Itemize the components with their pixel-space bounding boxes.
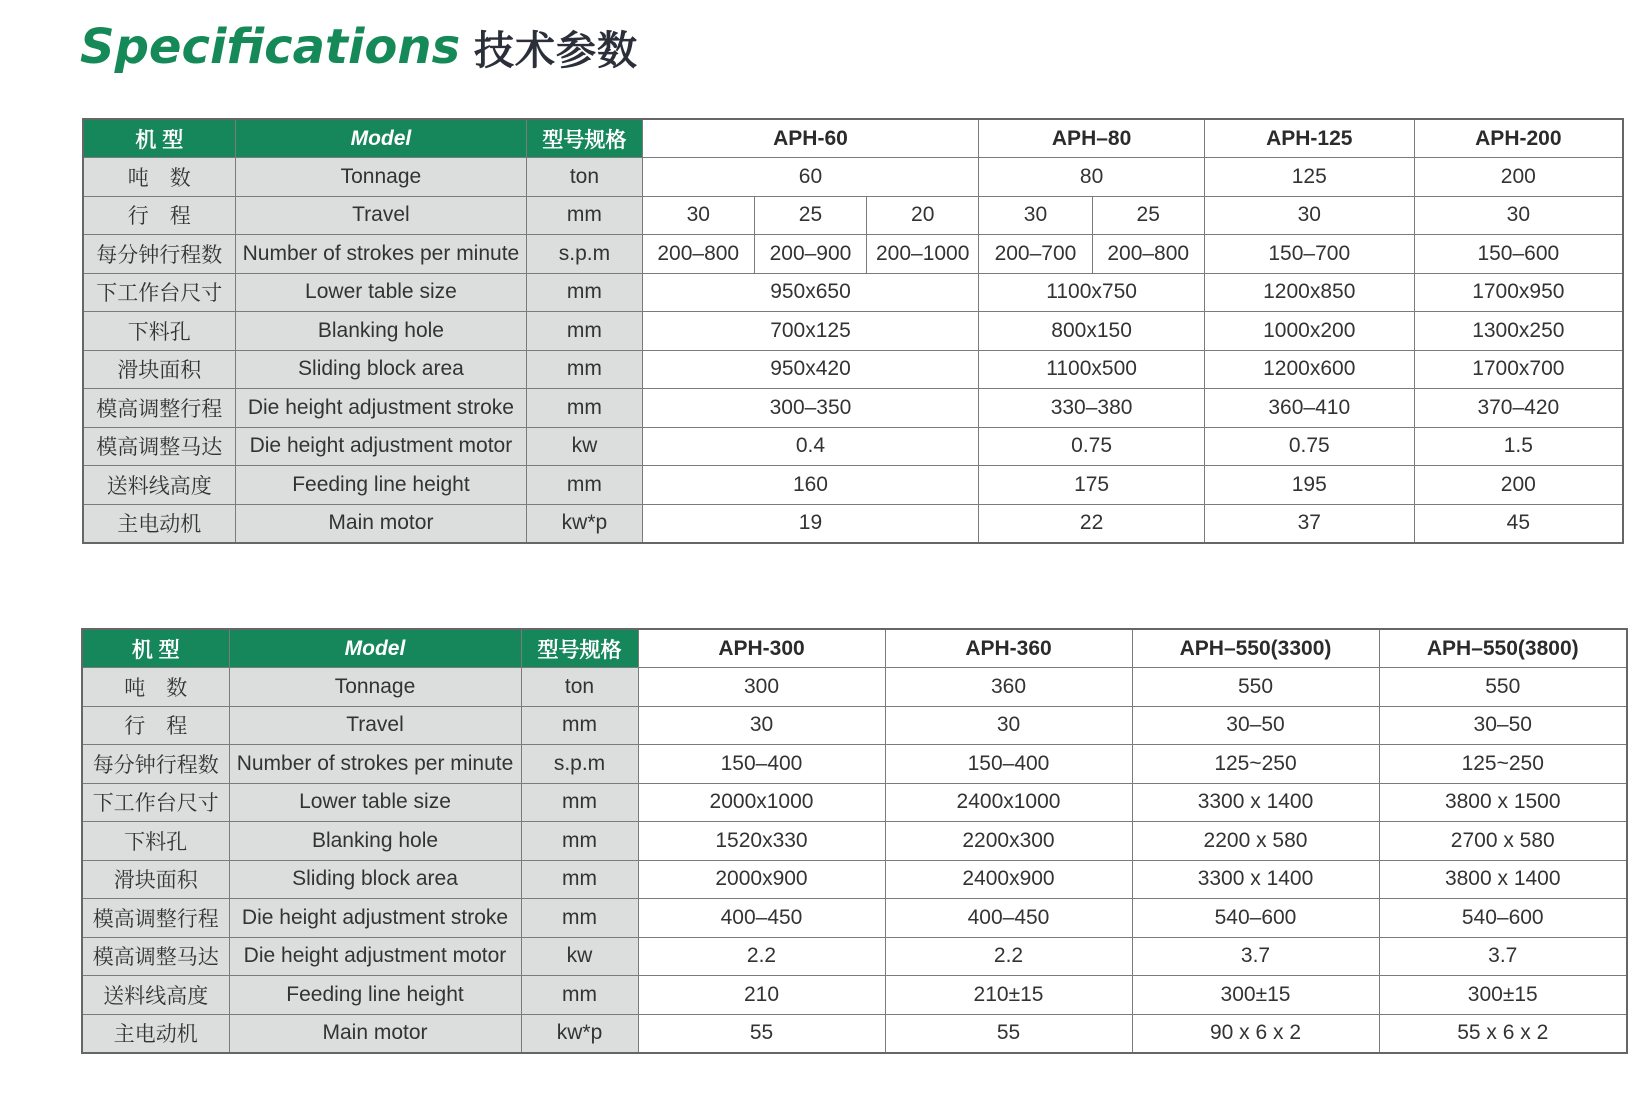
- value-cell: 30: [638, 706, 885, 745]
- spec-table-1: [82, 118, 1624, 544]
- value-cell: 125~250: [1379, 745, 1627, 784]
- value-cell: 200–900: [754, 235, 866, 274]
- row-label-cn: 模高调整行程: [82, 899, 229, 938]
- model-header: APH-60: [642, 119, 979, 158]
- value-cell: 30: [642, 196, 754, 235]
- value-cell: 195: [1204, 466, 1414, 505]
- table-row: [83, 389, 1623, 428]
- value-cell: 540–600: [1132, 899, 1379, 938]
- value-cell: 1300x250: [1414, 312, 1623, 351]
- page-title-english: Specifications: [80, 19, 461, 75]
- value-cell: 90 x 6 x 2: [1132, 1014, 1379, 1053]
- value-cell: 160: [642, 466, 979, 505]
- row-label-cn: 吨 数: [82, 668, 229, 707]
- value-cell: 2.2: [638, 937, 885, 976]
- row-unit: kw: [527, 427, 642, 466]
- model-header: APH–550(3800): [1379, 629, 1627, 668]
- value-cell: 1.5: [1414, 427, 1623, 466]
- row-label-cn: 送料线高度: [82, 976, 229, 1015]
- row-unit: mm: [527, 196, 642, 235]
- row-unit: s.p.m: [521, 745, 638, 784]
- row-label-en: Tonnage: [229, 668, 521, 707]
- row-label-cn: 下料孔: [82, 822, 229, 861]
- table-row: [83, 466, 1623, 505]
- row-label-en: Main motor: [235, 504, 527, 543]
- value-cell: 150–400: [885, 745, 1132, 784]
- value-cell: 80: [979, 158, 1205, 197]
- table-row: [83, 504, 1623, 543]
- row-unit: mm: [527, 312, 642, 351]
- value-cell: 37: [1204, 504, 1414, 543]
- model-header: APH-360: [885, 629, 1132, 668]
- value-cell: 1000x200: [1204, 312, 1414, 351]
- row-unit: ton: [521, 668, 638, 707]
- table-row: [82, 745, 1627, 784]
- header-model-en: Model: [235, 119, 527, 158]
- row-unit: mm: [527, 273, 642, 312]
- row-unit: mm: [521, 899, 638, 938]
- table-row: [83, 273, 1623, 312]
- row-unit: kw: [521, 937, 638, 976]
- row-unit: s.p.m: [527, 235, 642, 274]
- table-row: [82, 860, 1627, 899]
- value-cell: 150–700: [1204, 235, 1414, 274]
- table-header-row: [83, 119, 1623, 158]
- row-label-en: Travel: [235, 196, 527, 235]
- value-cell: 200–800: [642, 235, 754, 274]
- header-model-cn: 机 型: [83, 119, 235, 158]
- model-header: APH–550(3300): [1132, 629, 1379, 668]
- value-cell: 2000x900: [638, 860, 885, 899]
- value-cell: 125~250: [1132, 745, 1379, 784]
- value-cell: 3800 x 1400: [1379, 860, 1627, 899]
- header-model-cn: 机 型: [82, 629, 229, 668]
- row-label-cn: 滑块面积: [83, 350, 235, 389]
- row-label-cn: 每分钟行程数: [83, 235, 235, 274]
- row-label-en: Travel: [229, 706, 521, 745]
- row-unit: ton: [527, 158, 642, 197]
- value-cell: 3300 x 1400: [1132, 860, 1379, 899]
- row-label-cn: 行 程: [83, 196, 235, 235]
- value-cell: 150–400: [638, 745, 885, 784]
- row-unit: mm: [521, 706, 638, 745]
- table-row: [82, 1014, 1627, 1053]
- row-label-en: Sliding block area: [229, 860, 521, 899]
- table-row: [83, 196, 1623, 235]
- header-model-en: Model: [229, 629, 521, 668]
- model-header: APH-125: [1204, 119, 1414, 158]
- value-cell: 30–50: [1132, 706, 1379, 745]
- value-cell: 30: [885, 706, 1132, 745]
- value-cell: 19: [642, 504, 979, 543]
- value-cell: 800x150: [979, 312, 1205, 351]
- model-header: APH-200: [1414, 119, 1623, 158]
- table-row: [82, 937, 1627, 976]
- row-label-cn: 吨 数: [83, 158, 235, 197]
- row-label-cn: 主电动机: [83, 504, 235, 543]
- value-cell: 1700x950: [1414, 273, 1623, 312]
- row-label-en: Main motor: [229, 1014, 521, 1053]
- value-cell: 30: [1414, 196, 1623, 235]
- value-cell: 400–450: [885, 899, 1132, 938]
- value-cell: 45: [1414, 504, 1623, 543]
- row-label-cn: 行 程: [82, 706, 229, 745]
- value-cell: 2400x900: [885, 860, 1132, 899]
- row-label-cn: 下工作台尺寸: [83, 273, 235, 312]
- value-cell: 200–800: [1092, 235, 1204, 274]
- row-unit: mm: [521, 783, 638, 822]
- row-label-cn: 主电动机: [82, 1014, 229, 1053]
- table-row: [83, 158, 1623, 197]
- value-cell: 950x650: [642, 273, 979, 312]
- table-row: [82, 899, 1627, 938]
- table-row: [83, 235, 1623, 274]
- row-label-cn: 下工作台尺寸: [82, 783, 229, 822]
- table-row: [82, 783, 1627, 822]
- value-cell: 300±15: [1379, 976, 1627, 1015]
- row-label-en: Die height adjustment stroke: [235, 389, 527, 428]
- value-cell: 540–600: [1379, 899, 1627, 938]
- value-cell: 3.7: [1379, 937, 1627, 976]
- row-label-cn: 下料孔: [83, 312, 235, 351]
- value-cell: 950x420: [642, 350, 979, 389]
- value-cell: 360: [885, 668, 1132, 707]
- value-cell: 300±15: [1132, 976, 1379, 1015]
- header-spec-cn: 型号规格: [527, 119, 642, 158]
- value-cell: 30: [979, 196, 1092, 235]
- row-label-cn: 模高调整行程: [83, 389, 235, 428]
- value-cell: 25: [1092, 196, 1204, 235]
- value-cell: 125: [1204, 158, 1414, 197]
- row-unit: mm: [521, 860, 638, 899]
- value-cell: 400–450: [638, 899, 885, 938]
- model-header: APH–80: [979, 119, 1205, 158]
- value-cell: 55: [638, 1014, 885, 1053]
- value-cell: 1520x330: [638, 822, 885, 861]
- row-unit: mm: [527, 466, 642, 505]
- row-label-cn: 模高调整马达: [82, 937, 229, 976]
- row-label-cn: 送料线高度: [83, 466, 235, 505]
- row-label-en: Feeding line height: [235, 466, 527, 505]
- table-header-row: [82, 629, 1627, 668]
- row-label-en: Lower table size: [235, 273, 527, 312]
- value-cell: 150–600: [1414, 235, 1623, 274]
- row-label-en: Blanking hole: [229, 822, 521, 861]
- value-cell: 2200x300: [885, 822, 1132, 861]
- row-label-en: Feeding line height: [229, 976, 521, 1015]
- value-cell: 0.75: [979, 427, 1205, 466]
- value-cell: 370–420: [1414, 389, 1623, 428]
- value-cell: 1200x600: [1204, 350, 1414, 389]
- row-unit: mm: [521, 822, 638, 861]
- value-cell: 330–380: [979, 389, 1205, 428]
- row-unit: mm: [527, 350, 642, 389]
- row-label-en: Blanking hole: [235, 312, 527, 351]
- value-cell: 1100x500: [979, 350, 1205, 389]
- row-label-en: Tonnage: [235, 158, 527, 197]
- table-row: [83, 427, 1623, 466]
- value-cell: 0.4: [642, 427, 979, 466]
- value-cell: 200: [1414, 466, 1623, 505]
- value-cell: 60: [642, 158, 979, 197]
- value-cell: 210: [638, 976, 885, 1015]
- row-label-cn: 滑块面积: [82, 860, 229, 899]
- value-cell: 175: [979, 466, 1205, 505]
- row-label-en: Die height adjustment motor: [235, 427, 527, 466]
- value-cell: 30: [1204, 196, 1414, 235]
- row-label-en: Die height adjustment stroke: [229, 899, 521, 938]
- table-row: [83, 350, 1623, 389]
- value-cell: 300: [638, 668, 885, 707]
- row-label-en: Sliding block area: [235, 350, 527, 389]
- table-row: [83, 312, 1623, 351]
- value-cell: 300–350: [642, 389, 979, 428]
- row-unit: kw*p: [521, 1014, 638, 1053]
- value-cell: 2400x1000: [885, 783, 1132, 822]
- value-cell: 20: [867, 196, 979, 235]
- row-label-en: Lower table size: [229, 783, 521, 822]
- value-cell: 1100x750: [979, 273, 1205, 312]
- value-cell: 2200 x 580: [1132, 822, 1379, 861]
- row-label-en: Number of strokes per minute: [229, 745, 521, 784]
- value-cell: 700x125: [642, 312, 979, 351]
- table-row: [82, 668, 1627, 707]
- header-spec-cn: 型号规格: [521, 629, 638, 668]
- value-cell: 55 x 6 x 2: [1379, 1014, 1627, 1053]
- row-label-cn: 模高调整马达: [83, 427, 235, 466]
- value-cell: 0.75: [1204, 427, 1414, 466]
- value-cell: 30–50: [1379, 706, 1627, 745]
- table-row: [82, 822, 1627, 861]
- page-title-chinese: 技术参数: [474, 28, 638, 74]
- row-unit: kw*p: [527, 504, 642, 543]
- row-label-cn: 每分钟行程数: [82, 745, 229, 784]
- value-cell: 25: [754, 196, 866, 235]
- value-cell: 200–700: [979, 235, 1092, 274]
- model-header: APH-300: [638, 629, 885, 668]
- row-unit: mm: [527, 389, 642, 428]
- value-cell: 2.2: [885, 937, 1132, 976]
- value-cell: 2000x1000: [638, 783, 885, 822]
- table-row: [82, 976, 1627, 1015]
- value-cell: 1700x700: [1414, 350, 1623, 389]
- value-cell: 1200x850: [1204, 273, 1414, 312]
- table-row: [82, 706, 1627, 745]
- value-cell: 360–410: [1204, 389, 1414, 428]
- row-label-en: Number of strokes per minute: [235, 235, 527, 274]
- value-cell: 22: [979, 504, 1205, 543]
- value-cell: 200–1000: [867, 235, 979, 274]
- spec-table-2: [81, 628, 1628, 1054]
- value-cell: 550: [1379, 668, 1627, 707]
- value-cell: 3.7: [1132, 937, 1379, 976]
- value-cell: 2700 x 580: [1379, 822, 1627, 861]
- value-cell: 3800 x 1500: [1379, 783, 1627, 822]
- value-cell: 55: [885, 1014, 1132, 1053]
- row-unit: mm: [521, 976, 638, 1015]
- value-cell: 3300 x 1400: [1132, 783, 1379, 822]
- value-cell: 210±15: [885, 976, 1132, 1015]
- row-label-en: Die height adjustment motor: [229, 937, 521, 976]
- value-cell: 550: [1132, 668, 1379, 707]
- value-cell: 200: [1414, 158, 1623, 197]
